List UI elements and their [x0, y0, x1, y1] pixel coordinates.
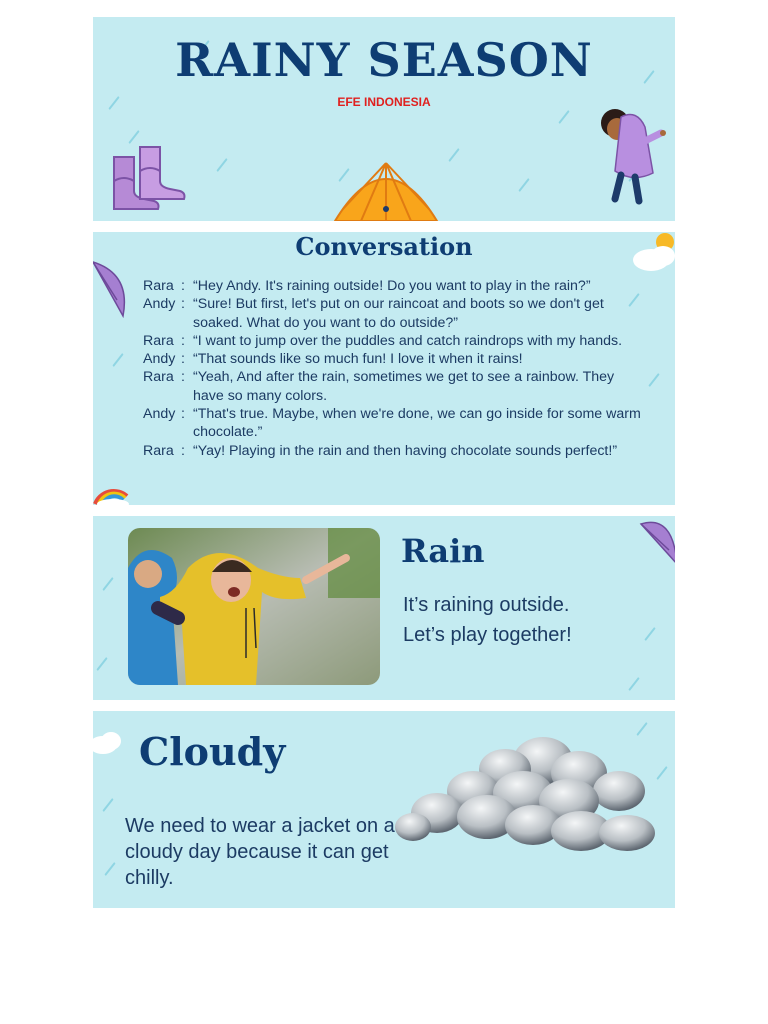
colon-separator: :: [181, 369, 185, 386]
speaker-name: Andy: [143, 296, 176, 313]
raindrop: [102, 577, 113, 591]
raindrop: [104, 862, 115, 876]
cloudy-heading: Cloudy: [139, 729, 286, 774]
dialogue-line: [143, 368, 643, 405]
colon-separator: :: [181, 351, 185, 368]
rain-line-1: It’s raining outside.: [403, 594, 570, 616]
colon-separator: :: [181, 278, 185, 294]
purple-umbrella-icon: [93, 260, 133, 324]
speaker-name: Andy: [143, 351, 176, 368]
umbrella-icon: [331, 159, 441, 221]
children-in-rain-photo: [128, 528, 380, 685]
raindrop: [112, 353, 123, 367]
cloud-sun-icon: [629, 232, 675, 274]
rain-heading: Rain: [401, 532, 485, 570]
raindrop: [216, 158, 227, 172]
speaker-name: Rara: [143, 442, 174, 459]
raindrop: [128, 130, 139, 144]
speech-text: “Sure! But first, let's put on our raincoat and boots so we don't get soaked. What do you want to do outside?”: [193, 296, 604, 331]
raindrop: [448, 148, 459, 162]
dialogue-line: [143, 295, 643, 332]
dialogue-line: [143, 442, 643, 460]
page-title: RAINY SEASON: [175, 33, 593, 87]
colon-separator: :: [181, 442, 185, 459]
speech-text: “Yay! Playing in the rain and then having chocolate sounds perfect!”: [193, 442, 618, 459]
raindrop: [558, 110, 569, 124]
speech-text: “Yeah, And after the rain, sometimes we get to see a rainbow. They have so many colors.: [193, 369, 615, 404]
colon-separator: :: [181, 406, 185, 423]
conversation-panel: [93, 232, 675, 505]
cloudy-description: We need to wear a jacket on a cloudy day because it can get chilly.: [125, 815, 395, 889]
speech-text: “That's true. Maybe, when we're done, we can go inside for some warm chocolate.”: [193, 406, 641, 441]
page-subtitle: EFE INDONESIA: [337, 95, 431, 109]
raindrop: [648, 373, 659, 387]
speaker-name: Rara: [143, 332, 174, 349]
rain-panel: [93, 516, 675, 700]
speech-text: “That sounds like so much fun! I love it when it rains!: [193, 351, 523, 368]
rain-description: [403, 590, 572, 650]
dialogue-line: [143, 350, 643, 368]
speaker-name: Rara: [143, 369, 174, 386]
dialogue-line: [143, 332, 643, 350]
colon-separator: :: [181, 332, 185, 349]
child-raincoat-icon: [595, 101, 675, 221]
speech-text: “I want to jump over the puddles and catch raindrops with my hands.: [193, 332, 623, 349]
colon-separator: :: [181, 296, 185, 313]
raindrop: [628, 677, 639, 691]
raindrop: [644, 627, 655, 641]
rainbow-icon: [93, 478, 133, 505]
rain-boots-icon: [108, 143, 188, 213]
title-panel: [93, 17, 675, 221]
rain-line-2: Let’s play together!: [403, 624, 572, 646]
speaker-name: Rara: [143, 278, 174, 294]
dialogue-line: [143, 405, 643, 442]
dialogue-line: [143, 277, 643, 295]
storm-cloud-icon: [393, 721, 673, 861]
conversation-title: Conversation: [295, 232, 473, 261]
dialogue-list: [143, 277, 643, 460]
speaker-name: Andy: [143, 406, 176, 423]
raindrop: [96, 657, 107, 671]
cloudy-panel: [93, 711, 675, 908]
raindrop: [102, 798, 113, 812]
raindrop: [518, 178, 529, 192]
purple-umbrella-icon: [637, 516, 675, 568]
small-cloud-icon: [93, 729, 123, 755]
speech-text: “Hey Andy. It's raining outside! Do you want to play in the rain?”: [193, 278, 591, 294]
